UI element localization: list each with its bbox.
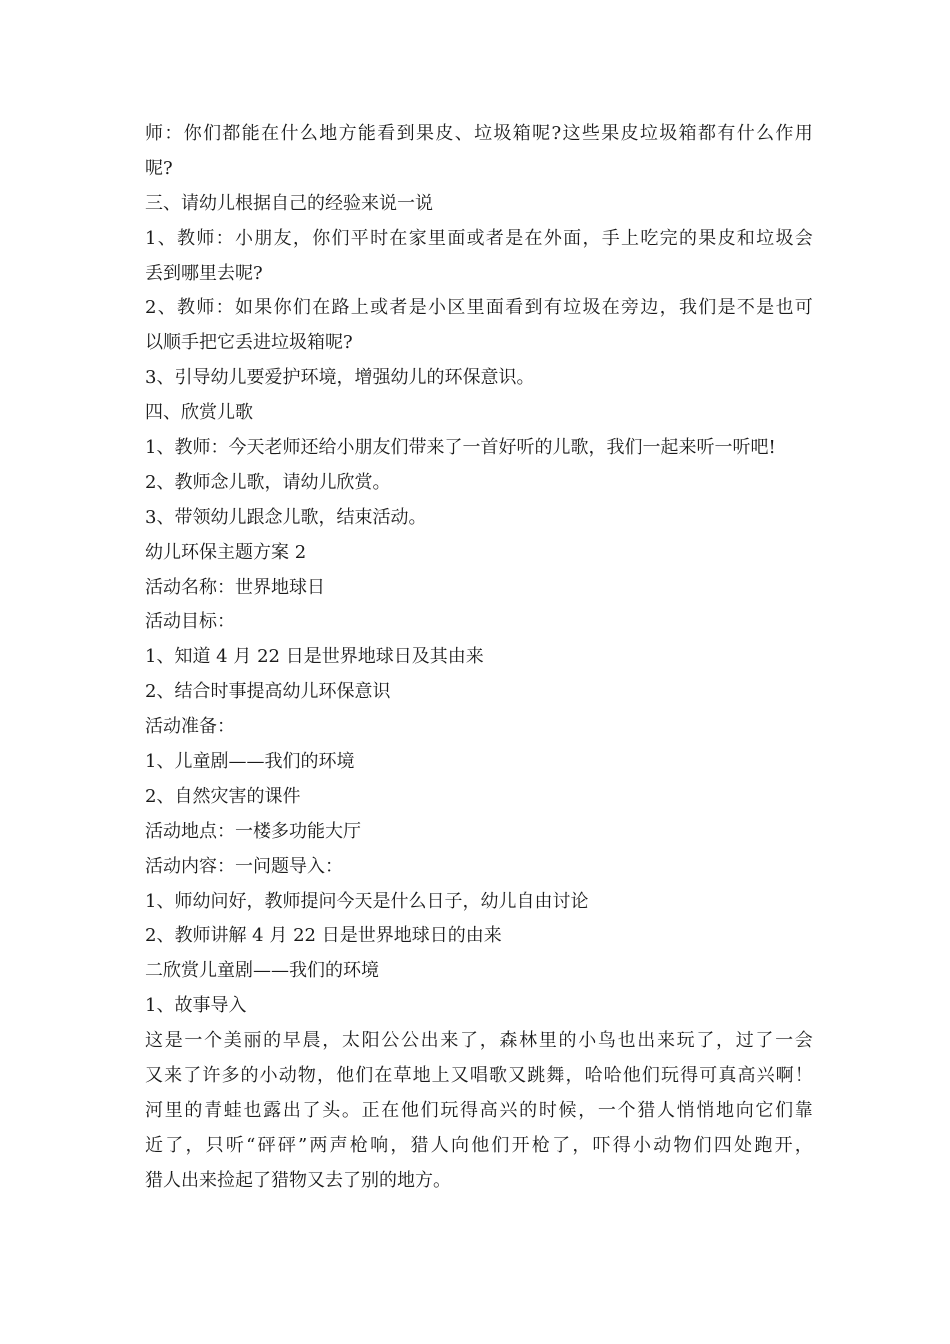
- paragraph-line: 又来了许多的小动物，他们在草地上又唱歌又跳舞，哈哈他们玩得可真高兴啊！: [145, 1065, 813, 1087]
- paragraph-line: 河里的青蛙也露出了头。正在他们玩得高兴的时候，一个猎人悄悄地向它们靠: [145, 1099, 813, 1121]
- paragraph-line: 1、儿童剧——我们的环境: [145, 751, 355, 773]
- paragraph-line: 活动地点：一楼多功能大厅: [145, 820, 361, 842]
- paragraph-line: 猎人出来捡起了猎物又去了别的地方。: [145, 1169, 451, 1191]
- paragraph-line: 呢?: [145, 157, 173, 179]
- document-body: [145, 117, 813, 1199]
- paragraph-line: 1、教师：小朋友，你们平时在家里面或者是在外面，手上吃完的果皮和垃圾会: [145, 227, 813, 249]
- document-title: 幼儿环保主题方案 2: [145, 541, 307, 563]
- paragraph-line: 活动准备：: [145, 716, 235, 738]
- paragraph-line: 2、自然灾害的课件: [145, 785, 301, 807]
- paragraph-line: 活动名称：世界地球日: [145, 576, 325, 598]
- paragraph-line: 3、引导幼儿要爱护环境，增强幼儿的环保意识。: [145, 367, 535, 389]
- paragraph-line: 活动目标：: [145, 611, 235, 633]
- paragraph-line: 2、教师讲解 4 月 22 日是世界地球日的由来: [145, 925, 502, 947]
- paragraph-line: 近了，只听“砰砰”两声枪响，猎人向他们开枪了，吓得小动物们四处跑开，: [145, 1134, 813, 1156]
- paragraph-line: 2、结合时事提高幼儿环保意识: [145, 681, 391, 703]
- section-heading: 二欣赏儿童剧——我们的环境: [145, 960, 379, 982]
- paragraph-line: 1、教师：今天老师还给小朋友们带来了一首好听的儿歌，我们一起来听一听吧!: [145, 437, 776, 459]
- paragraph-line: 1、知道 4 月 22 日是世界地球日及其由来: [145, 646, 484, 668]
- section-heading: 三、请幼儿根据自己的经验来说一说: [145, 192, 433, 214]
- paragraph-line: 师：你们都能在什么地方能看到果皮、垃圾箱呢?这些果皮垃圾箱都有什么作用: [145, 123, 813, 144]
- paragraph-line: 丢到哪里去呢?: [145, 262, 263, 284]
- paragraph-line: 这是一个美丽的早晨，太阳公公出来了，森林里的小鸟也出来玩了，过了一会: [145, 1030, 813, 1052]
- paragraph-line: 1、师幼问好，教师提问今天是什么日子，幼儿自由讨论: [145, 890, 589, 912]
- paragraph-line: 2、教师念儿歌，请幼儿欣赏。: [145, 471, 391, 493]
- paragraph-line: 1、故事导入: [145, 995, 247, 1017]
- section-heading: 四、欣赏儿歌: [145, 402, 253, 424]
- paragraph-line: 3、带领幼儿跟念儿歌，结束活动。: [145, 506, 427, 528]
- paragraph-line: 活动内容：一问题导入：: [145, 855, 343, 877]
- paragraph-line: 2、教师：如果你们在路上或者是小区里面看到有垃圾在旁边，我们是不是也可: [145, 297, 813, 319]
- paragraph-line: 以顺手把它丢进垃圾箱呢?: [145, 332, 353, 354]
